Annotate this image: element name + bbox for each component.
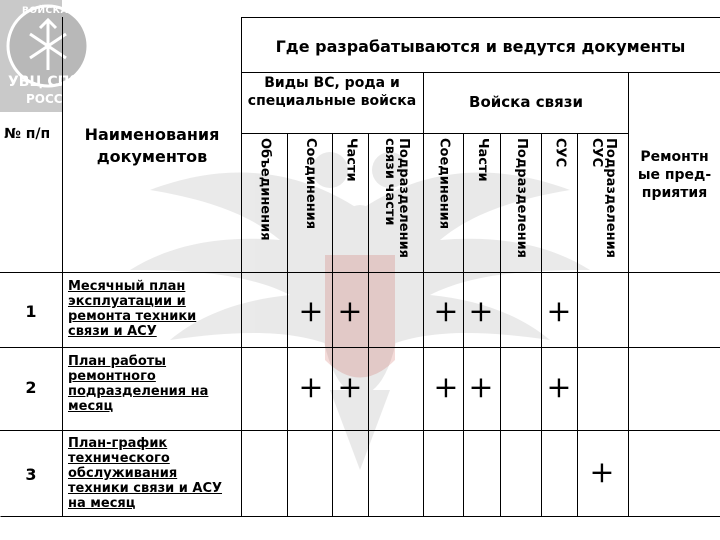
sub-header-signal-formations: Соединения <box>436 138 452 230</box>
col-header-number: № п/п <box>4 126 51 142</box>
col-header-repair-enterprises: Ремонтн ые пред-приятия <box>637 149 712 201</box>
row-1-mark-formations: + <box>298 294 324 329</box>
row-3-mark-sus-subdivisions: + <box>589 455 615 490</box>
sub-header-sus: СУС <box>552 138 568 168</box>
row-2-document: План работы ремонтного подразделения на месяц <box>68 354 209 414</box>
logo-text-mid: УВЦ СПбГУТ <box>8 74 109 90</box>
sub-header-formations: Соединения <box>303 138 318 230</box>
row-1-document: Месячный план эксплуатации и ремонта техники связи и АСУ <box>68 279 197 339</box>
row-2-mark-signal-formations: + <box>433 370 459 405</box>
row-2-mark-formations: + <box>298 370 324 405</box>
sub-header-units: Части <box>343 138 359 182</box>
row-1-mark-units: + <box>337 294 363 329</box>
row-2-mark-sus: + <box>546 370 572 405</box>
sub-header-signal-units: Части <box>475 138 490 182</box>
sub-header-signal-subdivisions: Подразделения <box>514 138 529 259</box>
logo-text-bottom: РОССИЯ <box>26 92 82 106</box>
row-2-mark-signal-units: + <box>468 370 494 405</box>
group-header-signal-troops: Войска связи <box>469 93 583 111</box>
sub-header-unit-signal-subdivisions: Подразделения связи части <box>382 138 411 259</box>
row-3-document: План-график технического обслуживания техники связи и АСУ на месяц <box>68 436 223 511</box>
logo-text-top: ВОЙСКА СВЯЗИ <box>22 6 109 16</box>
row-1-mark-signal-units: + <box>468 294 494 329</box>
col-header-documents: Наименования документов <box>84 125 220 166</box>
sub-header-associations: Объединения <box>257 138 273 241</box>
row-2-mark-units: + <box>337 370 363 405</box>
row-3-number: 3 <box>25 465 37 484</box>
row-1-number: 1 <box>25 302 37 321</box>
row-1-mark-sus: + <box>546 294 572 329</box>
group-header-armed-forces: Виды ВС, рода и специальные войска <box>247 75 417 109</box>
row-1-mark-signal-formations: + <box>433 294 459 329</box>
row-2-number: 2 <box>25 378 37 397</box>
sub-header-sus-subdivisions: Подразделения СУС <box>589 138 618 259</box>
table-title: Где разрабатываются и ведутся документы <box>275 37 686 56</box>
